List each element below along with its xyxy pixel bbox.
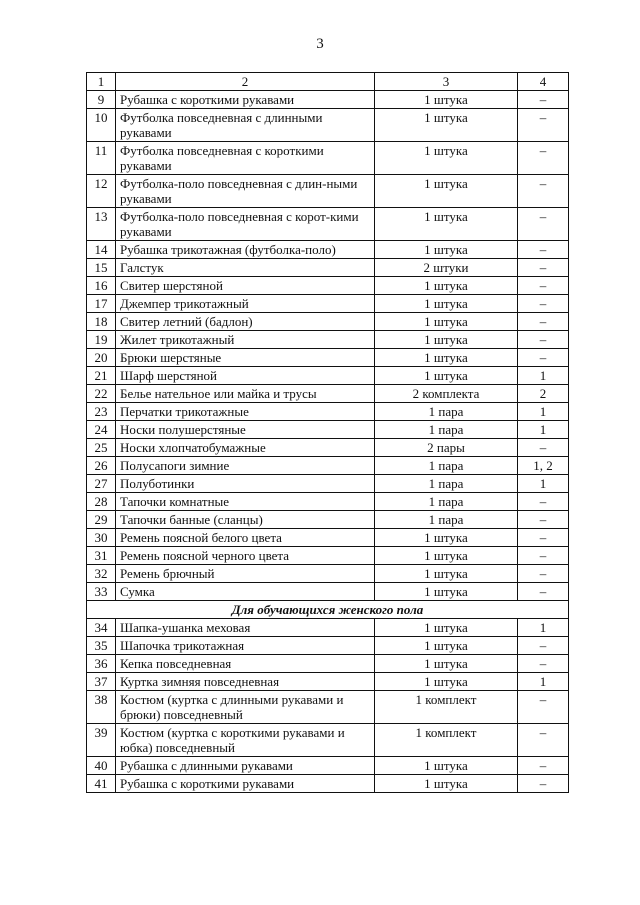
header-cell: 4 — [518, 73, 569, 91]
quantity: 1 пара — [375, 493, 518, 511]
row-number: 12 — [87, 175, 116, 208]
table-row — [87, 313, 569, 331]
item-name: Ремень брючный — [116, 565, 375, 583]
item-name: Рубашка трикотажная (футболка-поло) — [116, 241, 375, 259]
item-name: Жилет трикотажный — [116, 331, 375, 349]
quantity: 1 штука — [375, 547, 518, 565]
note: – — [518, 511, 569, 529]
table-row — [87, 655, 569, 673]
table-header-row — [87, 73, 569, 91]
item-name: Сумка — [116, 583, 375, 601]
item-name: Шарф шерстяной — [116, 367, 375, 385]
quantity: 1 штука — [375, 142, 518, 175]
quantity: 1 пара — [375, 403, 518, 421]
note: 1 — [518, 421, 569, 439]
table-row — [87, 775, 569, 793]
item-name: Тапочки банные (сланцы) — [116, 511, 375, 529]
note: – — [518, 295, 569, 313]
table-row — [87, 421, 569, 439]
quantity: 2 пары — [375, 439, 518, 457]
row-number: 31 — [87, 547, 116, 565]
table-row — [87, 493, 569, 511]
quantity: 1 пара — [375, 475, 518, 493]
row-number: 30 — [87, 529, 116, 547]
row-number: 29 — [87, 511, 116, 529]
quantity: 1 пара — [375, 511, 518, 529]
quantity: 1 комплект — [375, 691, 518, 724]
note: – — [518, 91, 569, 109]
item-name: Футболка повседневная с длинными рукавами — [116, 109, 375, 142]
quantity: 1 штука — [375, 175, 518, 208]
table-row — [87, 475, 569, 493]
note: – — [518, 439, 569, 457]
quantity: 2 штуки — [375, 259, 518, 277]
item-name: Костюм (куртка с короткими рукавами и юбка) повседневный — [116, 724, 375, 757]
item-name: Брюки шерстяные — [116, 349, 375, 367]
row-number: 37 — [87, 673, 116, 691]
quantity: 1 комплект — [375, 724, 518, 757]
table-row — [87, 91, 569, 109]
note: – — [518, 313, 569, 331]
quantity: 1 штука — [375, 241, 518, 259]
row-number: 28 — [87, 493, 116, 511]
table-row — [87, 367, 569, 385]
table-row — [87, 583, 569, 601]
note: 1 — [518, 475, 569, 493]
quantity: 1 штука — [375, 331, 518, 349]
item-name: Кепка повседневная — [116, 655, 375, 673]
row-number: 32 — [87, 565, 116, 583]
table-row — [87, 619, 569, 637]
note: – — [518, 277, 569, 295]
table-row — [87, 259, 569, 277]
note: – — [518, 691, 569, 724]
table-row — [87, 349, 569, 367]
item-name: Свитер летний (бадлон) — [116, 313, 375, 331]
item-name: Рубашка с длинными рукавами — [116, 757, 375, 775]
row-number: 19 — [87, 331, 116, 349]
table-row — [87, 439, 569, 457]
note: 1, 2 — [518, 457, 569, 475]
table-row — [87, 295, 569, 313]
row-number: 26 — [87, 457, 116, 475]
table-row — [87, 565, 569, 583]
quantity: 1 штука — [375, 529, 518, 547]
note: – — [518, 775, 569, 793]
row-number: 21 — [87, 367, 116, 385]
item-name: Полусапоги зимние — [116, 457, 375, 475]
note: 1 — [518, 673, 569, 691]
note: – — [518, 349, 569, 367]
row-number: 39 — [87, 724, 116, 757]
item-name: Перчатки трикотажные — [116, 403, 375, 421]
quantity: 1 пара — [375, 421, 518, 439]
row-number: 36 — [87, 655, 116, 673]
row-number: 40 — [87, 757, 116, 775]
table-row — [87, 385, 569, 403]
note: – — [518, 724, 569, 757]
note: 1 — [518, 403, 569, 421]
table-row — [87, 142, 569, 175]
table-row — [87, 175, 569, 208]
row-number: 20 — [87, 349, 116, 367]
row-number: 15 — [87, 259, 116, 277]
note: – — [518, 208, 569, 241]
table-row — [87, 457, 569, 475]
quantity: 1 штука — [375, 313, 518, 331]
row-number: 33 — [87, 583, 116, 601]
table-row — [87, 208, 569, 241]
table-row — [87, 724, 569, 757]
item-name: Костюм (куртка с длинными рукавами и брюки) повседневный — [116, 691, 375, 724]
row-number: 24 — [87, 421, 116, 439]
row-number: 34 — [87, 619, 116, 637]
header-cell: 2 — [116, 73, 375, 91]
quantity: 1 штука — [375, 208, 518, 241]
table-row — [87, 673, 569, 691]
table-row — [87, 529, 569, 547]
table-row — [87, 403, 569, 421]
quantity: 2 комплекта — [375, 385, 518, 403]
row-number: 38 — [87, 691, 116, 724]
item-name: Куртка зимняя повседневная — [116, 673, 375, 691]
note: – — [518, 331, 569, 349]
quantity: 1 штука — [375, 637, 518, 655]
row-number: 22 — [87, 385, 116, 403]
row-number: 41 — [87, 775, 116, 793]
quantity: 1 штука — [375, 295, 518, 313]
row-number: 18 — [87, 313, 116, 331]
item-name: Шапка-ушанка меховая — [116, 619, 375, 637]
table-row — [87, 241, 569, 259]
note: – — [518, 529, 569, 547]
item-name: Джемпер трикотажный — [116, 295, 375, 313]
table-row — [87, 547, 569, 565]
item-name: Футболка повседневная с короткими рукавами — [116, 142, 375, 175]
row-number: 13 — [87, 208, 116, 241]
note: – — [518, 583, 569, 601]
header-cell: 3 — [375, 73, 518, 91]
item-name: Галстук — [116, 259, 375, 277]
item-name: Футболка-поло повседневная с длин-ными рукавами — [116, 175, 375, 208]
row-number: 25 — [87, 439, 116, 457]
note: 1 — [518, 367, 569, 385]
section-row — [87, 601, 569, 619]
quantity: 1 штука — [375, 619, 518, 637]
item-name: Ремень поясной черного цвета — [116, 547, 375, 565]
page-number: 3 — [316, 36, 324, 52]
item-name: Белье нательное или майка и трусы — [116, 385, 375, 403]
item-name: Тапочки комнатные — [116, 493, 375, 511]
quantity: 1 пара — [375, 457, 518, 475]
table-row — [87, 331, 569, 349]
clothing-table — [86, 72, 569, 793]
item-name: Рубашка с короткими рукавами — [116, 775, 375, 793]
quantity: 1 штука — [375, 277, 518, 295]
section-heading: Для обучающихся женского пола — [87, 601, 569, 619]
row-number: 16 — [87, 277, 116, 295]
item-name: Шапочка трикотажная — [116, 637, 375, 655]
item-name: Носки хлопчатобумажные — [116, 439, 375, 457]
quantity: 1 штука — [375, 757, 518, 775]
row-number: 11 — [87, 142, 116, 175]
note: – — [518, 142, 569, 175]
note: – — [518, 565, 569, 583]
quantity: 1 штука — [375, 565, 518, 583]
row-number: 35 — [87, 637, 116, 655]
note: – — [518, 259, 569, 277]
quantity: 1 штука — [375, 583, 518, 601]
table-row — [87, 691, 569, 724]
quantity: 1 штука — [375, 775, 518, 793]
item-name: Свитер шерстяной — [116, 277, 375, 295]
row-number: 17 — [87, 295, 116, 313]
row-number: 27 — [87, 475, 116, 493]
note: 1 — [518, 619, 569, 637]
quantity: 1 штука — [375, 109, 518, 142]
row-number: 9 — [87, 91, 116, 109]
note: – — [518, 637, 569, 655]
note: – — [518, 655, 569, 673]
header-cell: 1 — [87, 73, 116, 91]
note: – — [518, 109, 569, 142]
note: – — [518, 241, 569, 259]
row-number: 10 — [87, 109, 116, 142]
item-name: Рубашка с короткими рукавами — [116, 91, 375, 109]
row-number: 23 — [87, 403, 116, 421]
table-row — [87, 277, 569, 295]
table-row — [87, 637, 569, 655]
item-name: Полуботинки — [116, 475, 375, 493]
table-row — [87, 511, 569, 529]
note: – — [518, 547, 569, 565]
quantity: 1 штука — [375, 91, 518, 109]
quantity: 1 штука — [375, 349, 518, 367]
quantity: 1 штука — [375, 367, 518, 385]
note: – — [518, 493, 569, 511]
note: – — [518, 757, 569, 775]
table-row — [87, 109, 569, 142]
note: 2 — [518, 385, 569, 403]
table-body — [87, 73, 569, 793]
row-number: 14 — [87, 241, 116, 259]
quantity: 1 штука — [375, 655, 518, 673]
quantity: 1 штука — [375, 673, 518, 691]
note: – — [518, 175, 569, 208]
table-row — [87, 757, 569, 775]
item-name: Ремень поясной белого цвета — [116, 529, 375, 547]
item-name: Футболка-поло повседневная с корот-кими рукавами — [116, 208, 375, 241]
item-name: Носки полушерстяные — [116, 421, 375, 439]
